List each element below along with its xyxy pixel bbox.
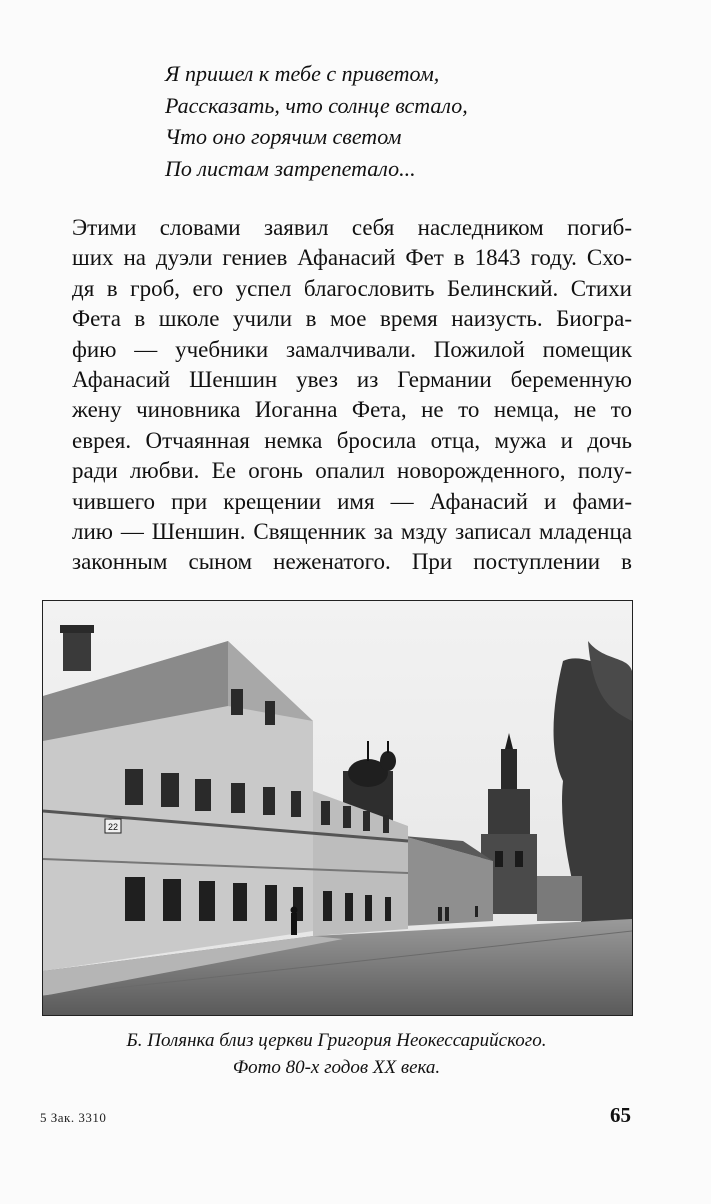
paragraph-line: Этими словами заявил себя наследником погиб-: [72, 215, 632, 240]
body-paragraph: [72, 213, 632, 578]
paragraph-line: Афанасий Шеншин увез из Германии беременную: [72, 367, 632, 393]
paragraph-line: ших на дуэли гениев Афанасий Фет в 1843 году. Схо-: [72, 245, 632, 271]
caption-line: Б. Полянка близ церкви Григория Неокессарийского.: [126, 1030, 547, 1051]
caption-line: Фото 80-х годов XX века.: [232, 1057, 441, 1078]
epigraph-poem: [165, 58, 615, 184]
paragraph-line: дя в гроб, его успел благословить Белинский. Стихи: [72, 275, 632, 301]
paragraph-line: лию — Шеншин. Священник за мзду записал младенца: [72, 519, 632, 545]
paragraph-line: ради любви. Ее огонь опалил новорожденного, полу-: [72, 458, 632, 484]
house-number: 22: [107, 822, 119, 832]
photo-caption: [42, 1027, 631, 1081]
paragraph-line: Фета в школе учили в мое время наизусть. Биогра-: [72, 306, 632, 332]
poem-line: По листам затрепетало...: [165, 155, 416, 181]
paragraph-line: законным сыном неженатого. При поступлении в: [72, 549, 632, 575]
paragraph-line: жену чиновника Иоганна Фета, не то немца, не то: [72, 397, 632, 423]
page-number: 65: [610, 1103, 631, 1127]
street-photograph: [42, 600, 633, 1016]
poem-line: Рассказать, что солнце встало,: [165, 92, 468, 118]
paragraph-line: чившего при крещении имя — Афанасий и фами-: [72, 488, 632, 514]
paragraph-line: фию — учебники замалчивали. Пожилой помещик: [72, 336, 632, 362]
poem-line: Что оно горячим светом: [165, 124, 402, 150]
paragraph-line: еврея. Отчаянная немка бросила отца, мужа и дочь: [72, 427, 632, 453]
printer-imprint: 5 Зак. 3310: [40, 1110, 107, 1125]
poem-line: Я пришел к тебе с приветом,: [165, 61, 440, 86]
